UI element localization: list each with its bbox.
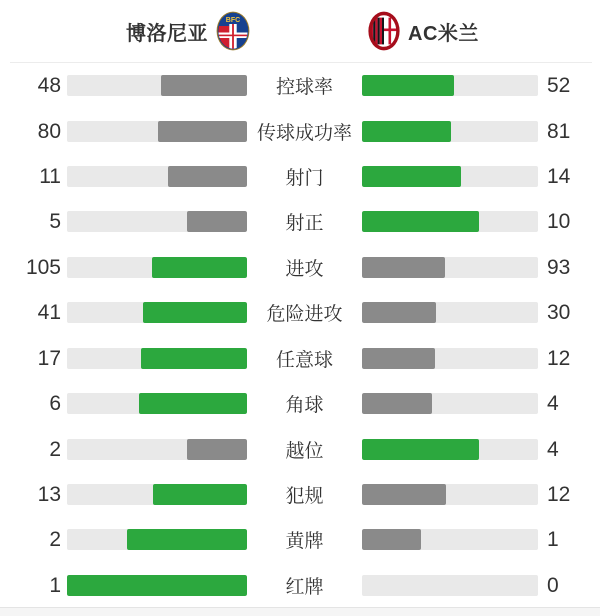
away-stat-value: 10 xyxy=(547,210,571,234)
stat-row xyxy=(0,154,600,199)
away-stat-value: 14 xyxy=(547,165,571,189)
away-stat-bar xyxy=(362,302,538,323)
stat-label: 射正 xyxy=(285,213,324,235)
home-stat-bar xyxy=(67,75,247,96)
home-stat-value: 6 xyxy=(49,392,61,416)
stat-label: 角球 xyxy=(285,395,324,417)
away-stat-bar-fill xyxy=(362,348,435,369)
stat-row xyxy=(0,108,600,153)
away-stat-bar-fill xyxy=(362,166,461,187)
home-stat-value: 48 xyxy=(37,74,61,98)
home-stat-bar-fill xyxy=(168,166,247,187)
stat-row xyxy=(0,199,600,244)
away-stat-value: 4 xyxy=(547,437,559,461)
away-stat-value: 12 xyxy=(547,346,571,370)
away-stat-bar-fill xyxy=(362,393,432,414)
home-stat-bar xyxy=(67,166,247,187)
home-stat-value: 17 xyxy=(37,346,61,370)
away-stat-bar-fill xyxy=(362,484,446,505)
stat-row xyxy=(0,290,600,335)
stat-label: 红牌 xyxy=(285,576,324,598)
away-stat-bar-fill xyxy=(362,439,479,460)
away-stat-bar xyxy=(362,121,538,142)
away-stat-value: 81 xyxy=(547,119,571,143)
home-stat-bar xyxy=(67,439,247,460)
away-stat-bar xyxy=(362,575,538,596)
stat-label: 任意球 xyxy=(275,349,333,371)
away-stat-bar xyxy=(362,484,538,505)
ac-milan-badge-icon xyxy=(368,11,400,51)
home-stat-bar xyxy=(67,529,247,550)
stat-row xyxy=(0,245,600,290)
away-stat-bar xyxy=(362,166,538,187)
home-stat-bar-fill xyxy=(187,211,247,232)
home-stat-bar-fill xyxy=(153,484,247,505)
stat-label: 黄牌 xyxy=(285,531,324,553)
stat-row xyxy=(0,336,600,381)
away-stat-bar xyxy=(362,211,538,232)
home-stat-bar-fill xyxy=(67,575,247,596)
home-stat-bar-fill xyxy=(158,121,247,142)
away-stat-bar-fill xyxy=(362,75,454,96)
home-stat-value: 11 xyxy=(39,165,61,189)
home-stat-bar-fill xyxy=(139,393,247,414)
home-stat-value: 5 xyxy=(49,210,61,234)
away-stat-bar-fill xyxy=(362,211,479,232)
home-stat-bar xyxy=(67,257,247,278)
home-stat-value: 2 xyxy=(49,528,61,552)
home-stat-bar-fill xyxy=(127,529,247,550)
away-stat-value: 30 xyxy=(547,301,571,325)
home-stat-bar xyxy=(67,393,247,414)
stat-row xyxy=(0,563,600,608)
header xyxy=(0,0,600,62)
away-stat-value: 1 xyxy=(547,528,559,552)
away-team-name: AC米兰 xyxy=(408,22,479,45)
away-stat-value: 12 xyxy=(547,483,571,506)
stat-label: 控球率 xyxy=(275,77,333,99)
stat-row xyxy=(0,63,600,108)
home-team-header xyxy=(126,0,250,62)
home-stat-value: 1 xyxy=(49,573,61,597)
home-team-name: 博洛尼亚 xyxy=(126,22,208,45)
away-stat-bar xyxy=(362,257,538,278)
away-team-header xyxy=(368,0,479,62)
away-stat-bar xyxy=(362,393,538,414)
stat-row xyxy=(0,472,600,517)
stat-row xyxy=(0,517,600,562)
home-stat-bar-fill xyxy=(187,439,247,460)
home-stat-value: 2 xyxy=(49,437,61,461)
stats-list xyxy=(0,63,600,608)
away-stat-value: 4 xyxy=(547,392,559,416)
away-stat-value: 93 xyxy=(547,255,571,279)
stat-label: 危险进攻 xyxy=(266,304,343,326)
away-stat-value: 52 xyxy=(547,74,571,98)
away-stat-bar xyxy=(362,75,538,96)
home-stat-bar-fill xyxy=(141,348,247,369)
home-stat-bar xyxy=(67,484,247,505)
home-stat-bar-fill xyxy=(143,302,247,323)
home-stat-bar xyxy=(67,348,247,369)
home-stat-bar xyxy=(67,575,247,596)
stat-row xyxy=(0,381,600,426)
stat-label: 传球成功率 xyxy=(256,122,352,144)
home-stat-value: 80 xyxy=(37,119,61,143)
away-stat-bar-fill xyxy=(362,257,445,278)
home-stat-bar-fill xyxy=(152,257,247,278)
home-stat-bar xyxy=(67,121,247,142)
home-stat-bar-fill xyxy=(161,75,247,96)
away-stat-bar xyxy=(362,529,538,550)
stat-label: 射门 xyxy=(285,168,324,190)
stat-label: 进攻 xyxy=(285,258,324,280)
away-stat-value: 0 xyxy=(547,573,559,597)
away-stat-bar xyxy=(362,348,538,369)
bologna-badge-icon xyxy=(216,11,250,51)
away-stat-bar-fill xyxy=(362,529,421,550)
away-stat-bar-fill xyxy=(362,121,451,142)
next-section-edge xyxy=(0,607,600,616)
stat-label: 犯规 xyxy=(285,486,324,507)
home-stat-bar xyxy=(67,211,247,232)
home-stat-value: 41 xyxy=(37,301,61,325)
away-stat-bar xyxy=(362,439,538,460)
home-stat-value: 105 xyxy=(25,255,61,279)
home-stat-value: 13 xyxy=(37,483,61,506)
stat-label: 越位 xyxy=(285,440,324,462)
stat-row xyxy=(0,426,600,471)
svg-text:BFC: BFC xyxy=(225,17,241,24)
away-stat-bar-fill xyxy=(362,302,436,323)
home-stat-bar xyxy=(67,302,247,323)
